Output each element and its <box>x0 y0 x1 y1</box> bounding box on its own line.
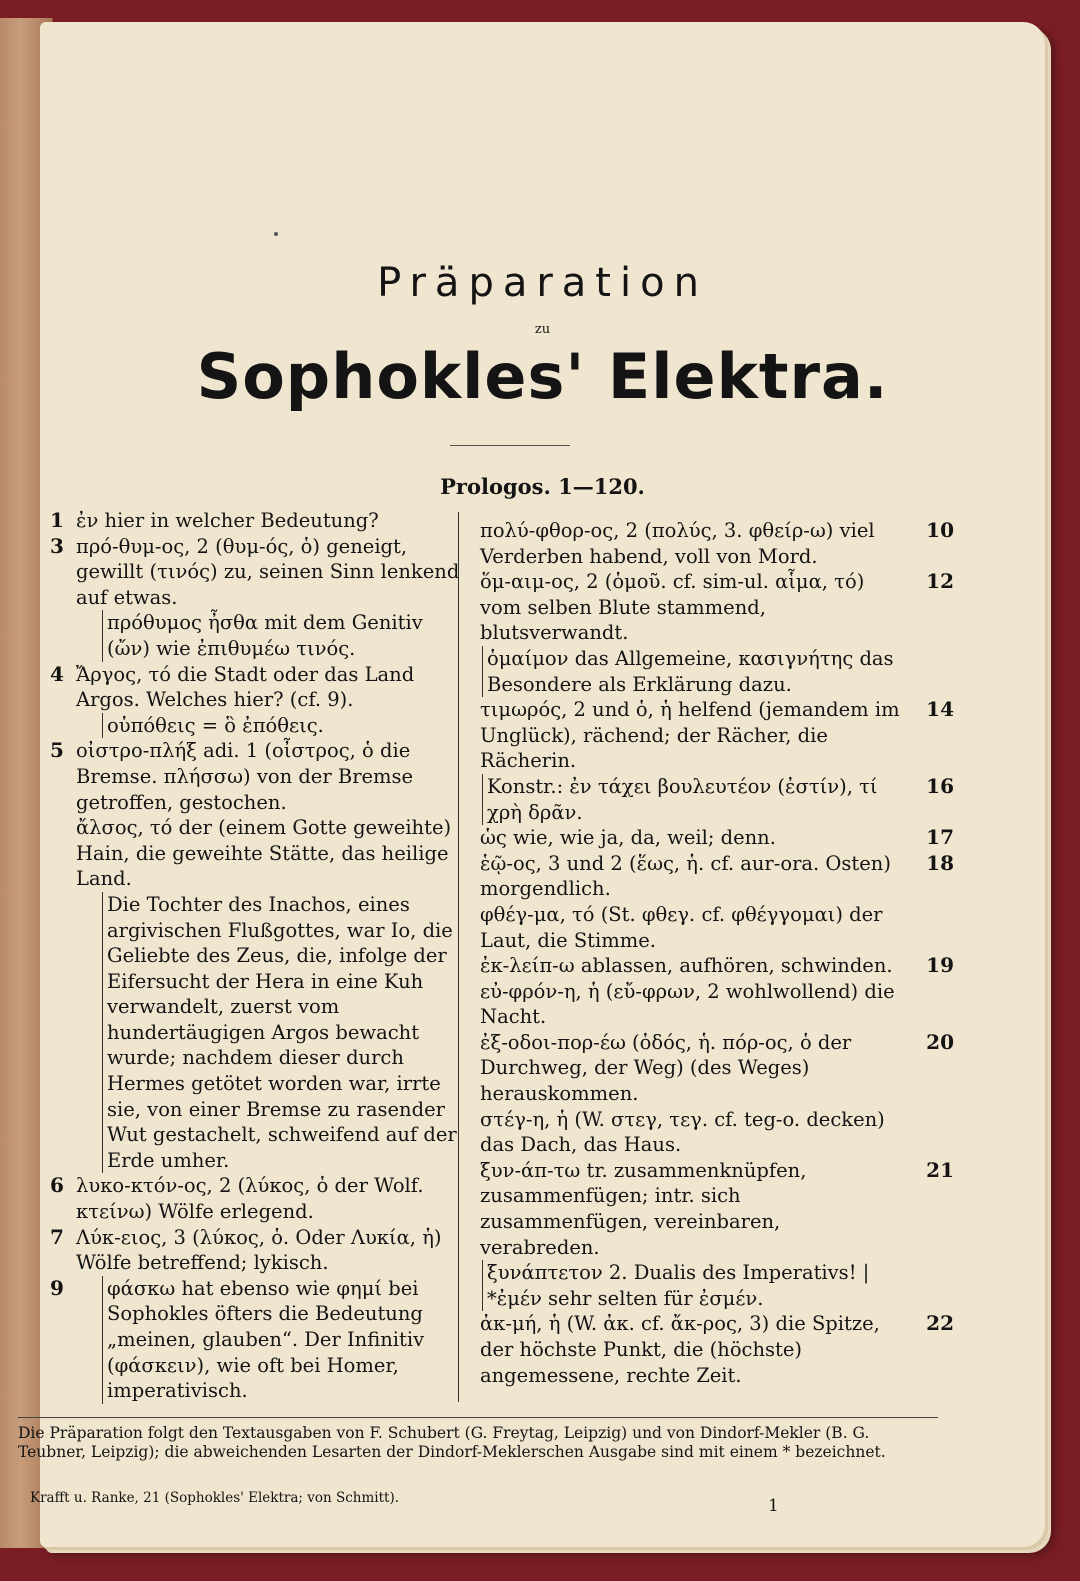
vocab-entry <box>50 1173 470 1224</box>
vocab-entry <box>50 713 470 739</box>
vocab-entry <box>50 534 470 611</box>
vocab-entry <box>480 979 910 1030</box>
vocab-entry <box>480 697 954 774</box>
vocab-entry <box>480 1260 910 1311</box>
vocab-text: ἐκ-λείπ-ω ablassen, aufhören, schwinden. <box>480 954 893 978</box>
verse-number: 4 <box>50 661 64 686</box>
vocab-text: πολύ-φθορ-ος, 2 (πολύς, 3. φθείρ-ω) viel Verderben habend, voll von Mord. <box>480 519 875 568</box>
vocab-text: ἐν hier in welcher Bedeutung? <box>76 509 379 532</box>
vocab-entry <box>50 662 470 713</box>
page-title: Sophokles' Elektra. <box>196 340 889 413</box>
verse-number: 3 <box>50 533 64 558</box>
vocab-text: ὡς wie, wie ja, da, weil; denn. <box>480 826 776 850</box>
vocab-text: εὐ-φρόν-η, ἡ (εὔ-φρων, 2 wohlwollend) die Nacht. <box>480 979 895 1029</box>
vocab-note: Die Tochter des Inachos, eines argivischen Flußgottes, war Io, die Geliebte des Zeus, die, infolge der Eifersucht der Hera in eine Kuh verwandelt, zuerst vom hundertäugigen Argos bewacht wurde; nachdem dieser durch Hermes getötet worden war, irrte sie, von einer Bremse zu rasender Wut gestachelt, schweifend auf der Erde umher. <box>102 892 470 1174</box>
verse-number: 20 <box>926 1029 954 1054</box>
vocab-entry <box>50 1276 470 1404</box>
vocab-entry <box>50 892 470 1174</box>
vocab-entry <box>480 569 954 646</box>
verse-number: 10 <box>926 518 954 542</box>
verse-number: 16 <box>926 773 954 798</box>
section-heading: Prologos. 1—120. <box>440 474 645 499</box>
verse-number: 17 <box>926 825 954 850</box>
vocab-note: ξυνάπτετον 2. Dualis des Imperativs! | *ἐμέν sehr selten für ἐσμέν. <box>482 1260 902 1311</box>
vocab-text: ἐξ-οδοι-πορ-έω (ὁδός, ἡ. πόρ-ος, ὁ der Durchweg, der Weg) (des Weges) herauskommen. <box>480 1030 852 1106</box>
vocab-entry <box>50 738 470 815</box>
vocab-text: πρό-θυμ-ος, 2 (θυμ-ός, ὁ) geneigt, gewillt (τινός) zu, seinen Sinn lenkend auf etwas. <box>76 534 460 609</box>
verse-number: 5 <box>50 738 64 763</box>
verse-number: 1 <box>50 508 64 532</box>
publisher-footer: Krafft u. Ranke, 21 (Sophokles' Elektra; von Schmitt). <box>30 1490 400 1506</box>
paper-speck <box>274 232 278 236</box>
vocab-text: στέγ-η, ἡ (W. στεγ, τεγ. cf. teg-o. decken) das Dach, das Haus. <box>480 1107 885 1157</box>
vocab-entry <box>50 1225 470 1276</box>
vocab-entry <box>480 518 954 569</box>
verse-number: 14 <box>926 697 954 722</box>
vocab-entry <box>480 902 910 953</box>
vocab-note: φάσκω hat ebenso wie φημί bei Sophokles öfters die Bedeutung „meinen, glauben“. Der Infinitiv (φάσκειν), wie oft bei Homer, imperativisch. <box>102 1276 470 1404</box>
vocab-entry <box>50 815 470 892</box>
verse-number: 7 <box>50 1224 64 1249</box>
vocab-note: Konstr.: ἐν τάχει βουλευτέον (ἐστίν), τί χρὴ δρᾶν. <box>482 774 902 825</box>
vocab-text: Λύκ-ειος, 3 (λύκος, ὁ. Oder Λυκία, ἡ) Wölfe betreffend; lykisch. <box>76 1225 442 1275</box>
title-preparation: Präparation <box>377 260 708 306</box>
vocab-entry <box>480 646 910 697</box>
vocab-entry <box>480 1029 954 1107</box>
vocab-text: ξυν-άπ-τω tr. zusammenknüpfen, zusammenfügen; intr. sich zusammenfügen, vereinbaren, verabreden. <box>480 1158 807 1259</box>
vocab-entry <box>480 825 954 851</box>
right-column <box>480 518 954 1388</box>
vocab-entry <box>480 1107 910 1158</box>
verse-number: 19 <box>926 953 954 978</box>
vocab-text: Ἄργος, τό die Stadt oder das Land Argos. Welches hier? (cf. 9). <box>76 662 415 712</box>
book-page <box>18 22 1045 1547</box>
verse-number: 9 <box>50 1275 64 1300</box>
vocab-entry <box>480 1157 954 1260</box>
vocab-note: οὑπόθεις = ὃ ἐπόθεις. <box>102 713 470 739</box>
verse-number: 12 <box>926 569 954 594</box>
vocab-text: ὅμ-αιμ-ος, 2 (ὁμοῦ. cf. sim-ul. αἷμα, τό) vom selben Blute stammend, blutsverwandt. <box>480 570 865 645</box>
vocab-entry <box>50 610 470 661</box>
vocab-text: φθέγ-μα, τό (St. φθεγ. cf. φθέγγομαι) der Laut, die Stimme. <box>480 902 883 952</box>
vocab-text: ἄλσος, τό der (einem Gotte geweihte) Hain, die geweihte Stätte, das heilige Land. <box>76 816 452 891</box>
footnote: Die Präparation folgt den Textausgaben von F. Schubert (G. Freytag, Leipzig) und von Dindorf-Mekler (B. G. Teubner, Leipzig); die abweichenden Lesarten der Dindorf-Meklerschen Ausgabe sind mit einem * bezeichnet. <box>18 1417 938 1462</box>
title-zu: zu <box>534 322 551 337</box>
verse-number: 18 <box>926 850 954 875</box>
vocab-text: λυκο-κτόν-ος, 2 (λύκος, ὁ der Wolf. κτείνω) Wölfe erlegend. <box>76 1174 424 1224</box>
vocab-text: ἑῷ-ος, 3 und 2 (ἕως, ἡ. cf. aur-ora. Osten) morgendlich. <box>480 851 891 901</box>
vocab-entry <box>480 850 954 902</box>
title-divider <box>450 445 570 446</box>
verse-number: 22 <box>926 1311 954 1336</box>
vocab-text: οἰστρο-πλήξ adi. 1 (οἶστρος, ὁ die Bremse. πλήσσω) von der Bremse getroffen, gestochen. <box>76 739 414 814</box>
vocab-note: ὁμαίμον das Allgemeine, κασιγνήτης das Besondere als Erklärung dazu. <box>482 646 902 697</box>
page-number: 1 <box>768 1496 779 1516</box>
left-column <box>50 508 470 1404</box>
vocab-note: πρόθυμος ἦσθα mit dem Genitiv (ὤν) wie ἐπιθυμέω τινός. <box>102 610 470 661</box>
vocab-text: ἀκ-μή, ἡ (W. ἀκ. cf. ἄκ-ρος, 3) die Spitze, der höchste Punkt, die (höchste) angemessene, rechte Zeit. <box>480 1312 880 1387</box>
vocab-entry <box>480 953 954 979</box>
verse-number: 21 <box>926 1157 954 1182</box>
vocab-entry <box>480 1311 954 1388</box>
vocab-entry <box>480 773 954 825</box>
vocab-entry <box>50 508 470 534</box>
vocab-text: τιμωρός, 2 und ὁ, ἡ helfend (jemandem im Unglück), rächend; der Rächer, die Rächerin. <box>480 698 900 773</box>
verse-number: 6 <box>50 1173 64 1198</box>
